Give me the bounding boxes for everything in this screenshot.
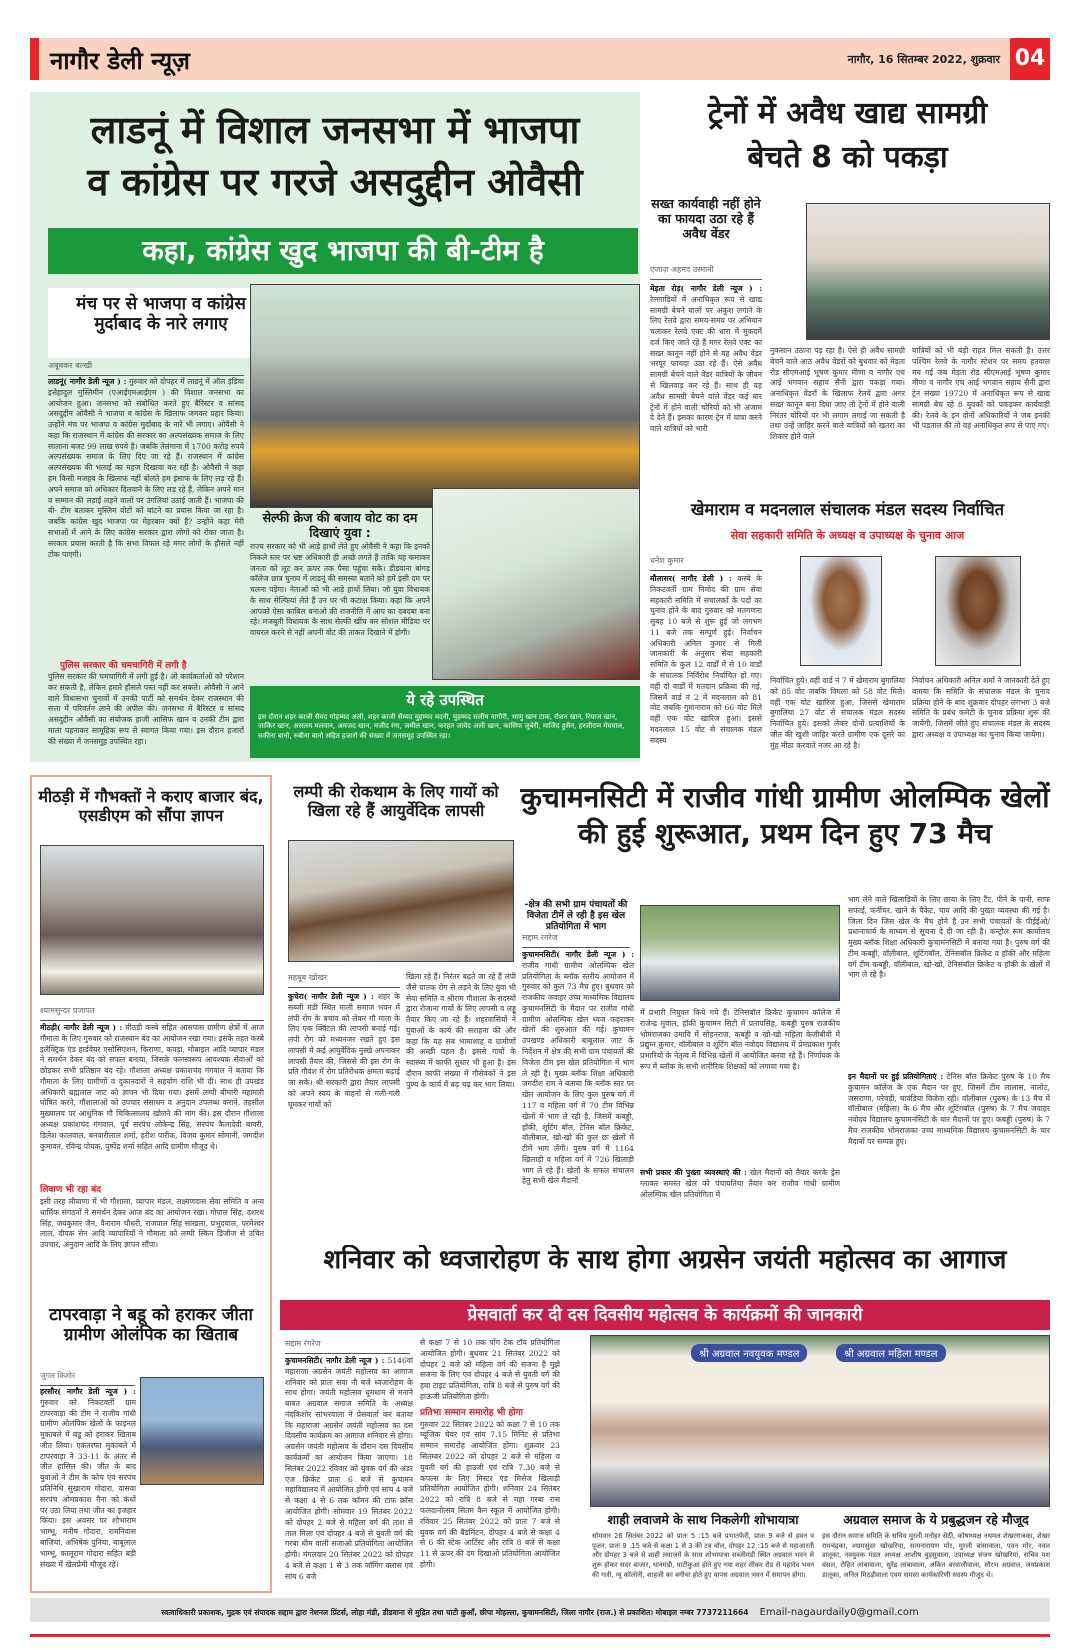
olympic-body: कुचामनसिटी( नागौर डेली न्यूज ) : राजीव गांधी ग्रामीण ओलम्पिक खेल प्रतियोगिता के ब्लॉक स्तरीय आयोजन में गुरुवार को कुल 73 मैच हुए। बुधवार को राजकीय जवाहर उच्च माध्यमिक विद्यालय कुचामनसिटी के मैदान पर राजीव गांधी ग्रामीण ओलम्पिक खेल ध्वज फहराकर खेलों की शुरुआत की गई। कुचामन उपखण्ड अधिकारी बाबूलाल जाट के निर्देशन में क्षेत्र की सभी ग्राम पंचायतों की विजेता टीम इस खेल प्रतियोगिता में भाग ले रही है। मुख्य ब्लॉक शिक्षा अधिकारी जगदीश राम ने बताया कि ब्लॉक स्तर पर खेल आयोजन के लिए कुल पुरुष वर्ग में 117 व महिला वर्ग में 70 टीम विभिन्न खेलों में भाग ले रही है, जिसमें कबड्डी, हॉकी, शूटिंग बॉल, टेनिस बॉल क्रिकेट, वॉलीबाल, खो-खो की कुल छः खेलों में टीमें भाग लेंगी। पुरुष वर्ग में 1164 खिलाड़ी व महिला वर्ग में 726 खिलाड़ी भाग ले रहे हैं। खेलों के सफल संचालन हेतु सभी खेल मैदानों [522, 950, 634, 1186]
owaisi-body: लाडनूं( नागौर डेली न्यूज ) : गुरुवार को दोपहर में लाडनूं में ऑल इंडिया इत्तेहादुल मुस्लिमीन (एआईएमआईएम ) की विशाल जनसभा का आयोजन हुआ। जनसभा को संबोधित करते हुए बैरिस्टर व सांसद असदुद्दीन ओवैसी ने भाजपा व कांग्रेस के खिलाफ जमकर प्रहार किया। उन्होंने मंच पर भाजपा व कांग्रेस मुर्दाबाद के नारे भी लगाए। ओवैसी ने कहा कि राजस्थान में कांग्रेस की सरकार का अल्पसंख्यक समाज के लिए सालाना बजट 99 लाख रुपये है। जबकि तेलंगाना में 1700 करोड़ रुपये अल्पसंख्यक समाज के लिए दिए जा रहे हैं। राजस्थान में कांग्रेस अल्पसंख्यक की भलाई का महज दिखावा कर रही है। ओवैसी ने कहा हम किसी मजहब के खिलाफ नहीं बोलते हम इंसाफ के लिए लड़ रहे हैं। अपने समाज को अधिकार दिलवाने के लिए लड़ रहे हैं, लेकिन अपने मान व सम्मान की लड़ाई लड़ने वालों पर उंगलियां उठाई जाती हैं। भाजपा की बी- टीम बताकर मुस्लिम वोटों को बांटने का प्रयास किया जा रहा है। जबकि कांग्रेस खुद भाजपा पर मेहरबान क्यों हैं? उन्होंने कहा मेरी सभाओं में आने के लिए कांग्रेस सरकार द्वारा लोगों को रोका जाता है। सरकार प्रयास करती है कि सभा विफल रहे मगर लोगों के हौसले नहीं टोक पाएगी। [48, 377, 244, 559]
agrasen-headline: शनिवार को ध्वजारोहण के साथ होगा अग्रसेन जयंती महोत्सव का आगाज [323, 1245, 1007, 1275]
mithdi-subhead-liwan: लिवाण भी रहा बंद [40, 1185, 102, 1195]
footer-rule [30, 1634, 1050, 1637]
trains-subhead: सख्त कार्यवाही नहीं होने का फायदा उठा रहे हैं अवैध वेंडर [651, 196, 761, 241]
olympic-byline: सद्दाम रंगरेज [522, 932, 630, 948]
trains-body-2: नुकसान उठाना पड़ रहा है। ऐसे ही अवैध सामग्री बेचने वाले आठ अवैध वेंडरों को बुधवार को मेड़ता रोड सीएमआई भूषण कुमार मीणा व नागौर एच आई भगवान सहाय सैनी द्वारा पकड़ा गया। अनाधिकृत वेंडरों के खिलाफ रेलवे द्वारा अगर सख्त कानून बना दिया जाए तो ट्रेनों में होने वाली निरंतर चोरियों पर भी लगाम लगाई जा सकती है तथा उन्हें जाहिर करने वाले यात्रियों को खतरा का शिकार होने वाले [770, 346, 905, 442]
agrasen-byline: सद्दाम रंगरेज [285, 1338, 410, 1354]
election-headline: खेमाराम व मदनलाल संचालक मंडल सदस्य निर्वाचित [690, 500, 1005, 519]
trains-headline-2: बेचते 8 को पकड़ा [747, 140, 948, 175]
lumpy-byline: महबूब खोखर [288, 972, 400, 988]
olympic-body-5: इन मैदानों पर हुई प्रतियोगिताएं : टेनिस बॉल क्रिकेट पुरुष के 10 मैच कुचामन कॉलेज के एक मैदान पर हुए, जिसमें टीम लालास, नालोट, जसराणा, परेवड़ी, चावंडिया विजेता रही। वॉलीबाल (पुरुष) के 13 मैच में वॉलीबाल (महिला) के 6 मैच और शूटिंगबॉल (पुरुष) के 7 मैच जवाहर नवोदय विद्यालय कुचामनसिटी के चार मैदानों पर हुए। कबड्डी (पुरुष) के 7 मैच राजकीय भोमराजका उच्च माध्यमिक विद्यालय कुचामनसिटी के चार मैदानों पर सम्पन्न हुए। [848, 1072, 1050, 1146]
owaisi-headline-1: लाडनूं में विशाल जनसभा में भाजपा [90, 108, 580, 152]
lumpy-body-2: खिला रहे हैं। निरंतर बढ़ते जा रहे हैं लंपी जैसे घातक रोग से लड़ने के लिए युवा भी सेवा समिति व श्रीराम गौशाला के सदस्यों द्वारा रोजाना गायों के लिए लापसी व लड्डू तैयार किए जा रहे हैं। शहरवासियों ने युवाओं के कार्य की सराहना की और कहा कि यह सब भामाशाह व ग्रामीणों की अच्छी पहल है। इससे गायों के स्वास्थ्य में काफी सुधार भी हुआ है। इस दौरान काफी संख्या में गौसेवकों ने इस पुण्य के कार्य में बढ़ चढ़ कर भाग लिया। [406, 972, 516, 1089]
khemaram-portrait [800, 556, 882, 666]
owaisi-body-2: पुलिस सरकार की चमचागिरी में लगी हुई है। ओ कार्यकर्ताओं को परेशान कर सकती है, लेकिन हमारे हौसले पस्त नहीं कर सकते। ओवैसी ने आने वाले विधासभा चुनावों में उनकी पार्टी को समर्थन देकर राजस्थान की सत्ता में परिवर्तन लाने की अपील की। जनसभा में बैरिस्टर व सांसद असदुद्दीन ओवैसी का संयोजक हाजी आसिफ खान व उनकी टीम द्वारा माला पहनाकर सामूहिक रूप से स्वागत किया गया। इस दौरान हजारों की संख्या में जनसमूह उपस्थित रहा। [48, 672, 244, 746]
mithdi-headline: मीठड़ी में गौभक्तों ने कराए बाजार बंद, एसडीएम को सौंपा ज्ञापन [38, 787, 264, 826]
taparwada-headline: टापरवाड़ा ने बडू को हराकर जीता ग्रामीण ओलंपिक का खिताब [49, 1305, 253, 1346]
trains-vendors-photo [806, 203, 1050, 340]
agrasen-column-2 [420, 1338, 560, 1592]
mithdi-box [30, 775, 272, 1593]
caption-attendees: अग्रवाल समाज के ये प्रबुद्धजन रहे मौजूद [843, 1512, 1029, 1527]
olympic-subhead: -क्षेत्र की सभी ग्राम पंचायतों की विजेता टीमें ले रही है इस खेल प्रतियोगिता में भाग [524, 900, 628, 932]
mahila-mandal-banner: श्री अग्रवाल महिला मण्डल [836, 1344, 946, 1362]
mithdi-byline: श्यामसुन्दर प्रजापत [40, 1005, 264, 1021]
owaisi-speech-photo [432, 488, 640, 680]
agrasen-subhead-pratibha: प्रतिभा सम्मान समारोह भी होगा [420, 1407, 524, 1418]
owaisi-story [30, 92, 640, 762]
olympic-subhead-grounds: इन मैदानों पर हुई प्रतियोगिताएं : [848, 1072, 944, 1081]
owaisi-subhead: मंच पर से भाजपा व कांग्रेस मुर्दाबाद के नारे लगाए [48, 288, 274, 358]
agrasen-body-3: गुरुवार 22 सितंबर 2022 को कक्षा 7 से 10 तक म्यूजिक चेयर एवं सांय 7.15 मिनिट से प्रतिभा सम्मान समारोह आयोजित होगा। शुक्रवार 23 सितम्बर 2022 को दोपहर 2 बजे से महिला व युवती वर्ग की हाउजी एवं रात्रि 7.30 बजे से कपल्स के लिए मिस्टर एंड मिसेज खिलाड़ी प्रतियोगिता आयोजित होगी। शनिवार 24 सितंबर 2022 को रात्रि 8 बजे से महा गरबा रास फलदानोत्सव सितम कैन स्कूल में आयोजित होगी। रविवार 25 सितंबर 2022 को प्रातः 7 बजे से युवक वर्ग की बैडमिंटन, दोपहर 4 बजे से कक्षा 4 से 6 की स्टेक आर्टिस्ट और रात्रि 8 बजे से कक्षा 11 से ऊपर की दम दिखाओ प्रतियोगिता आयोजित होगी। [420, 1419, 560, 1569]
election-body-2: निर्वाचित हुये। वहीं वार्ड नं 7 में खेमाराम बुगालिया को 85 वोट जबकि विमला को 58 वोट मिले। वहीं एक वोट खारिज हुआ, जिससे खेमाराम बुगालिया 27 वोट से संचालक मंडल सदस्य निर्वाचित हुये। इसको लेकर दोनों प्रत्याशियों के जीत की खुशी जाहिर करते ग्रामीण एक दूसरे का मुंह मीठा करवाते नजर आ रहे है। [770, 676, 905, 750]
olympic-arrangements: सभी प्रकार की पुख्ता व्यवस्थाएं की : खेल मैदानों को तैयार करके ड्रेस ग्लाकर समस्त खेल को पंचायतिया तैयार कर राजीव गांधी ग्रामीण ओलम्पिक खेल प्रतियोगिता में [640, 1168, 840, 1199]
owaisi-rally-photo [250, 284, 640, 508]
navyuvak-mandal-banner: श्री अग्रवाल नवयुवक मण्डल [691, 1344, 807, 1362]
dateline-lead: लाडनूं( नागौर डेली न्यूज ) : [48, 377, 127, 386]
page-number: 04 [1010, 38, 1050, 80]
mithdi-body: मीठड़ी( नागौर डेली न्यूज ) : मीठड़ी कस्बे सहित आसपास ग्रामीण क्षेत्रों में आज गौमाता के लिए गुरुवार को राजस्थान बंद का आयोजन रखा गया। इसके तहत कस्बे इलेक्ट्रिक एंड हार्डवेयर एसोसिएशन, किराणा, कपड़ा, मोबाइल आदि व्यापार मंडल ने समर्थन देकर बंद को सफल बनाया, जिसके फलस्वरूप आवश्यक सेवाओं को छोड़कर सभी प्रतिष्ठान बंद रहे। गौशाला अध्यक्ष प्रकाशचंद गंगवाल ने बताया कि गौमाता के लिए ग्रामीणों व दुकानदारों ने सहयोग राशि भी दी। साथ ही उपखंड अधिकारी ब्रह्मलाल जाट को ज्ञापन भी दिया गया। इसमें लम्पी बीमारी महामारी घोषित करने, गौशालाओं को उपचार संसाधन व अनुदान उपलब्ध कराने, तहसील मुख्यालय पर आधुनिक गौ चिकित्सालय खोलने की मांग की। इस दौरान गौशाला अध्यक्ष प्रकाशचंद गंगवाल, पूर्व सरपंच लोकेन्द्र सिंह, सरपंच कैलादेवी बावरी, डिलेश कालवाल, बनवारीलाल शर्मा, हरीश पारीक, विजय कुमार सोमानी, जगदीश कुमावत, रविन्द्र पोयक, पुष्पेंद्र शर्मा सहित आदि ग्रामीण मौजूद थे। [40, 1023, 264, 1151]
taparwada-body: हरसौर( नागौर डेली न्यूज ) : गुरुवार को निकटवर्ती ग्राम टापरवाड़ा की टीम ने राजीव गांधी ग्रामीण ओलंपिक खेलों के फाइनल मुकाबले में बडू को हराकर खिताब जीत लिया। एकतरफा मुकाबले में टापरवाड़ा ने 33-11 के अंतर से जीत हासिल की। जीत के बाद युवाओं ने टीम के कोच एवं सरपंच प्रतिनिधि सुखाराम गोदारा, वासवा सरपंच ओमप्रकाश गैना को कंधों पर उठा लिया तथा जीत का इजहार किया। इस अवसर पर शोभाराम भाम्भू, मनीष गोदारा, रामनिवास बाजियां, अभिषेक पुनिया, बाबूलाल भाम्भू, कालूराम गोदारा सहित बड़ी संख्या में खेलप्रेमी मौजूद रहे। [40, 1387, 136, 1569]
present-box [250, 686, 640, 758]
present-title: ये रहे उपस्थित [406, 691, 484, 709]
owaisi-headline-2: व कांग्रेस पर गरजे असदुद्दीन ओवैसी [87, 160, 583, 204]
agrasen-group-photo [590, 1335, 1050, 1507]
masthead [30, 38, 1050, 80]
masthead-red-bar [30, 38, 39, 80]
caption-procession: शाही लवाजमे के साथ निकलेगी शोभायात्रा [607, 1512, 799, 1527]
owaisi-subhead-police: पुलिस सरकार की चमचागिरी में लगी है [60, 661, 187, 671]
agrasen-body: कुचामनसिटी( नागौर डेली न्यूज ) : 5146वां महाराजा अग्रसेन जयंती महोत्सव का आगाज शनिवार को प्रातः सवा नौ बजे ध्वजारोहण के साथ होगा। जयंती महोत्सव धूमधाम से मनाने बाबत अग्रवाल समाज समिति के अध्यक्ष नंदकिशोर सांभरवाला ने प्रेसवार्ता कर बताया कि महाराजा अग्रसेन जयंती महोत्सव का दस दिवसीय कार्यक्रम का आगाज शनिवार से होगा। अग्रसेन जयंती महोत्सव के दौरान दस दिवसीय कार्यक्रमों का आयोजन किया जाएगा। 18 सितंबर 2022 रविवार को युवक वर्ग की अंडर एज क्रिकेट प्रातः 6 बजे से कुचामन महाविद्यालय में आयोजित होगी एवं सांय 4 बजे से कक्षा 4 से 6 तक कॉमन की टाफ क्रॉस आयोजित होगी। सोमवार 19 सितंबर 2022 को दोपहर 2 बजे से महिला वर्ग की ताश से ताल मिला एवं दोपहर 4 बजे से युवती वर्ग की गरबा धीम वाली सजाओ प्रतियोगिता आयोजित होगी। मंगलवार 20 सितंबर 2022 को दोपहर 4 बजे से कक्षा 1 से 3 तक जॉगिंग क्लास एवं सांय 6 बजे [285, 1356, 413, 1581]
election-byline: धनेश कुमार [650, 555, 762, 571]
imprint-text: स्वत्वाधिकारी प्रकाशक, मुद्रक एवं संपादक सद्दाम द्वारा नेशनल प्रिंटर्स, लोहा मंडी, डीडवाना से मुद्रित तथा घाटी कुआँ, छीपा मोहल्ला, कुचामनसिटी, जिला नागौर (राज.) से प्रकाशित। मोबाइल नम्बर 7737211664 [161, 1608, 749, 1617]
mithdi-body-2: इसी तरह लीयाणा में भी गौशाला, व्यापार मंडल, लक्ष्मणदास सेवा समिति व अन्य धार्मिक संगठनों ने समर्थन देकर आज बंद का आयोजन रखा। गोपाल सिंह, दशरथ सिंह, जयकुमार जैन, वैनाराम चौधरी, राजपाल सिंह सांखला, प्रभुदयाल, परमेश्वर लाल, दीपक सेन आदि व्यापारियों ने गौमाता को लम्पी स्किन डिजीज से उचित उपचार, अनुदान आदि के लिए ज्ञापन सौंपा। [40, 1197, 264, 1250]
madanlal-portrait [935, 556, 1021, 666]
olympic-body-2: में प्रभारी नियुक्त किये गये हैं। टेनिसबॉल क्रिकेट कुचामन कॉलेज में राजेन्द्र मुवाल, हॉकी कुचामन सिटी में प्रतापसिंह, कबड्डी पुरुष राजकीय भोमराजका उमावि में सोहनराज, कबड्डी व खो-खो महिला केजीबीवी में प्रद्युम्न कुमार, वॉलीबाल व शूटिंग बॉल नवोदय विद्यालय में प्रेमप्रकाश गुर्जर प्रभारियों के नेतृत्व में विभिन्न खेलों में आयोजित करवा रहे हैं। निर्णायक के रूप में ब्लॉक के सभी शारीरिक शिक्षकों को लगाया गया है। [640, 1008, 840, 1071]
trains-headline-1: ट्रेनों में अवैध खाद्य सामग्री [707, 96, 988, 131]
owaisi-body-3: राज्य सरकार को भी आड़े हाथों लेते हुए ओवैसी ने कहा कि इनको निकले स्तर पर भ्रष्ट अधिकारी ही अच्छे लगते हैं ताकि यह कमाकर जनता को लूट कर ऊपर तक पैसा पहुंचा सके। डीडवाना बांगड़ कॉलेज छात्र चुनाव में लाडनूं की समस्या बताने को हमें इसी दम पर चलना पड़ेगा। नेताओं को भी आड़े हाथों लिया। जो युवा विधायक के साथ सेल्फियां लेते हैं उन पर भी कटाक्ष किया। कहा कि अपने आपको ऐसा काबिल बनाओ की राजनीति में आप का दबदबा बना रहे। मजबूती विधायक के साथ सेल्फी खींच कर सोशल मीडिया पर वायरल करने से नहीं अपनी वोट की ताकत दिखाने में होगी। [250, 542, 430, 638]
caption-procession-body: सोमवार 26 सितंबर 2022 को प्रातः 5 :15 बजे प्रभातफेरी, प्रातः 9 बजे से हवन व पूजन, प्रातः 9 .15 बजे से कक्षा 1 से 3 की टब बॉल, दोपहर 12 :15 बजे से महाआरती और दोपहर 3 बजे से शाही लवाजमे के साथ शोभायात्रा सब्जीमंडी स्थित अग्रवाल भवन से शुरू होकर सदर बाजार, धानमंडी, घाटीकुआं होते हुए नया शहर सीकर रोड से महादेव भवन की गली, न्यू कॉलोनी, शाहजी का बगीचा होते हुए वापस अग्रवाल भवन में समापन होगा। [592, 1532, 814, 1579]
mithdi-protest-photo [40, 845, 264, 995]
agrasen-banner: प्रेसवार्ता कर दी दस दिवसीय महोत्सव के कार्यक्रमों की जानकारी [280, 1300, 1050, 1330]
election-body-3: निर्वाचन अधिकारी अनिल शर्मा ने जानकारी देते हुए बताया कि समिति के संचालक मंडल के चुनाव प्रक्रिया होने के बाद शुक्रवार दोपहर लगभग 3 बजे समिति के प्रबंध कमेटी के चुनाव प्रक्रिया शुरू की जायेगी, जिसमें जीते हुए संचालक मंडल के सदस्य द्वारा अध्यक्ष व उपाध्यक्ष का चुनाव किया जायेगा। [912, 676, 1050, 739]
agrasen-body-2: से कक्षा 7 से 10 तक पोंग टेक टॉय प्रतियोगिता आयोजित होगी। बुधवार 21 सितंबर 2022 को दोपहर 2 बजे को महिला वर्ग की सजना है मुझे सजना के लिए एवं दोपहर 4 बजे से युवती वर्ग की हवा टाइट प्रतियोगिता, रात्रि 8 बजे से पुरुष वर्ग की हाऊजी प्रतियोगिता होगी। [420, 1338, 560, 1401]
olympic-players-photo [640, 905, 840, 1001]
lumpy-body: कुचेरा( नागौर डेली न्यूज ) : शहर के सब्जी मंडी स्थित माली समाज भवन में लंपी रोग के बचाव को लेकर गौ माता के लिए एक क्विंटल की लापसी बनाई गई। लंपी रोग को मध्यनजर रखते हुए इस लापसी में कई आयुर्वेदिक नुस्खे अपनाकर लापसी तैयार की, जिससे की इस रोग के प्रति गौवंश में रोग प्रतिरोधक क्षमता बढ़ाई जा सके। श्री सरकारी द्वारा तैयार लापसी को अपने स्वयं के वाहनों से गली-गली घूमकर गायों को [288, 992, 400, 1109]
olympic-subhead-arrangements: सभी प्रकार की पुख्ता व्यवस्थाएं की : [640, 1168, 747, 1177]
dateline: नागौर, 16 सितम्बर 2022, शुक्रवार [847, 53, 1000, 66]
trains-body-3: यात्रियों को भी बड़ी राहत मिल सकती है। उत्तर पश्चिम रेलवे के नागौर स्टेशन पर समय हतवाल मय गई जब मेड़ता रोड सीएमआई भूषण कुमार मीणा व नागौर एच आई भगवान सहाय सैनी द्वारा ट्रेन संख्या 19720 में अनाधिकृत रूप से खाद्य सामग्री बेच रहे 8 युवकों को पकड़कर कार्यवाही की। रेलवे के इन दोनों अधिकारियों ने जब इनकी भी पड़ताल की तो वह अनाधिकृत रूप से पाए गए। [912, 346, 1050, 431]
election-subhead: सेवा सहकारी समिति के अध्यक्ष व उपाध्यक्ष के चुनाव आज [730, 529, 965, 542]
owaisi-byline: अबूबकर बल्खी [48, 360, 244, 376]
olympic-body-4: भाग लेने वाले खिलाड़ियों के लिए छाया के लिए टैंट, पीने के पानी, साफ सफाई, फर्नीचर, खाने के पैकेट, चाय आदि की पुख्ता व्यवस्था की गई है। जिला दिन जिस खेल के मैच होने है उन सभी पंचायतों के पीईईओ/प्रधानाचार्य के माध्यम से सूचना दे दी जा रही है। कन्ट्रोल रूम कार्यालय मुख्य ब्लॉक शिक्षा अधिकारी कुचामनसिटी में बनाया गया है। पुरुष वर्ग की टीम कबड्डी, वॉलीबाल, शूटिंगबॉल, टेनिसबॉल क्रिकेट व हॉकी और महिला वर्ग टीम कबड्डी, वॉलीबाल, खो-खो, टेनिसबॉल क्रिकेट व हॉकी के खेलों में भाग ले रहे है। [848, 895, 1050, 980]
lumpy-cattle-photo [288, 840, 514, 962]
caption-attendees-body: इस दौरान समाज समिति के सचिव मुरली मनोहर सेठी, कोषाध्यक्ष नथमल शेखरराजका, शेखर रामचंद्रका, श्यामसुंदर खोखरिया, सत्यनारायण मोर, मुरली बांसावाला, पवन मोर, नवल डालूका, नवयुवक मंडल अध्यक्ष आशीष बुड़सुवाला, उपाध्यक्ष संजय खोखरियां, सचिव यश बंसल, रोहित लांबावाला, सुरेंद्र लांबावाला, अंकित बरवालीवाला, सौरभ अग्रवाल, जयप्रकाश डालूका, अनिल मिठड़ीवाला एवम समस्त कार्यकारिणी सदस्य मौजूद थे। [822, 1532, 1050, 1579]
trains-byline: एजाज़ अहमद उस्मानी [650, 264, 762, 280]
trains-body: मेड़ता रोड़( नागौर डेली न्यूज ) : रेलगाड़ियों में अनाधिकृत रूप से खाद्य सामग्री बेचने वालों पर अंकुश लगाने के लिए रेलवे द्वारा समय-समय पर अभियान चलाकर रेलवे एक्ट की धारा में मुकदमें दर्ज किए जाते रहे हैं मगर रेलवे एक्ट का सख्त कानून नहीं होने से यह अवैध वेंडर भरपूर फायदा उठा रहे हैं। ऐसे अवैध सामग्री बेचने वाले वेंडर यात्रियों के जीवन से खिलवाड़ कर रहे हैं। साथ ही यह अवैध सामग्री बेचने वाले वेंडर कई बार ट्रेनों में होने वाली चोरियों को भी अंजाम दे देते हैं। इसका कारण ट्रेन में यात्रा करने वाले यात्रियों को भारी [650, 284, 762, 434]
imprint-email: Email-nagaurdaily0@gmail.com [759, 1607, 919, 1618]
olympic-headline: कुचामनसिटी में राजीव गांधी ग्रामीण ओलम्पिक खेलों की हुई शुरूआत, प्रथम दिन हुए 73 मैच [520, 781, 1050, 851]
lumpy-headline: लम्पी की रोकथाम के लिए गायों को खिला रहे हैं आयुर्वेदिक लापसी [293, 782, 499, 821]
taparwada-team-photo [140, 1377, 264, 1485]
owaisi-subhead-selfie: सेल्फी क्रेज की बजाय वोट का दम दिखाएं युवा : [262, 510, 418, 540]
election-body: मौलासर( नागौर डेली ) : कस्बे के निकटवर्ती ग्राम निमोद की ग्राम सेवा सहकारी समिति में संचालकों के पदों का चुनाव होने के बाद गुरुवार को मतगणना सुबह 10 बजे से शुरू हुई जो लगभग 11 बजे तक सम्पूर्ण हुई। निर्वाचन अधिकारी अनिल कुमार से मिली जानकारी के अनुसार सेवा सहकारी समिति के कुल 12 वार्डों में से 10 वार्डों के संचालक निर्विरोध निर्वाचित हो गए। वहीं दो वार्डों में मतदान प्रक्रिया की गई, जिसमें वार्ड नं 2 में मदनलाल को 81 वोट जबकि गुमानाराम को 66 वोट मिले वहीं एक वोट खारिज हुआ। इससे मदनलाल 15 वोट से संचालक मंडल सदस्य [650, 574, 762, 745]
taparwada-byline: जुगल किशोर [40, 1371, 135, 1386]
owaisi-banner: कहा, कांग्रेस खुद भाजपा की बी-टीम है [48, 228, 638, 274]
newspaper-name: नागौर डेली न्यूज़ [50, 47, 190, 75]
present-body: इस दौरान शहर काजी सैयद मोहम्मद अली, शहर काजी सैय्यद मुहम्मद मदनी, मुहम्मद सलीम नागौरी, भाणु खान टाक, रोशन खान, रियाज खान, जाकिर खान, असलम मलवान, अमजद खान, मजीद रंगा, जमील खान, फरहत जावेद अली खान, कासिफ जुबेरी, माजिद हुसैन, हरजीराम मेघवाल, सकीना बानो, रुबीना बानो सहित हजारों की संख्या में जनसमूह उपस्थित रहा। [258, 713, 625, 740]
footer-imprint [30, 1598, 1050, 1622]
